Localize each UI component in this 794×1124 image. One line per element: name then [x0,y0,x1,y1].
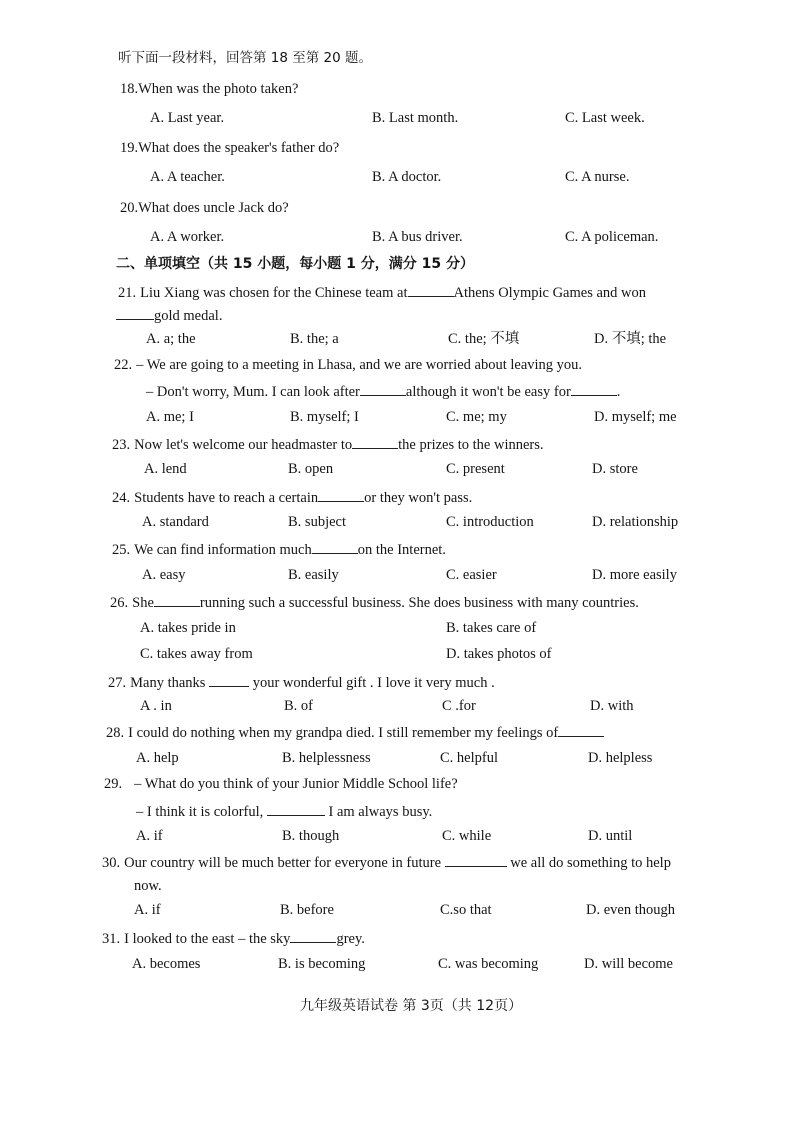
answer-blank [154,594,200,607]
q24-option-c: C. introduction [446,514,534,530]
q28-option-c: C. helpful [440,750,498,766]
question-21-continued: gold medal. [116,307,222,324]
question-29-continued: – I think it is colorful, I am always busy. [136,804,433,820]
question-22-continued: – Don't worry, Mum. I can look after although it won't be easy for . [146,384,621,400]
q21-option-b: B. the; a [290,331,339,347]
listening-intro: 听下面一段材料，回答第 18 至第 20 题。 [118,50,373,66]
q29-option-c: C. while [442,828,492,844]
q27-option-a: A . in [140,698,172,714]
question-stem: When was the photo taken? [138,81,299,97]
question-number: 18. [120,81,139,97]
q25-option-a: A. easy [142,567,186,583]
question-number: 31. [102,931,121,947]
q22-option-b: B. myself; I [290,409,359,425]
question-23: 23. Now let's welcome our headmaster to the prizes to the winners. [112,437,544,453]
q30-option-b: B. before [280,902,334,918]
q22-option-a: A. me; I [146,409,194,425]
question-number: 19. [120,140,139,156]
q25-option-d: D. more easily [592,567,677,583]
answer-blank [352,436,398,449]
q30-option-d: D. even though [586,902,675,918]
q20-option-b: B. A bus driver. [372,229,463,245]
q30-option-c: C.so that [440,902,492,918]
q20-option-c: C. A policeman. [565,229,659,245]
q29-option-d: D. until [588,828,633,844]
q19-option-b: B. A doctor. [372,169,442,185]
question-31: 31. I looked to the east – the sky grey. [102,931,365,947]
question-number: 23. [112,437,131,453]
question-28: 28. I could do nothing when my grandpa died. I still remember my feelings of [106,724,604,741]
q24-option-b: B. subject [288,514,346,530]
question-number: 27. [108,675,127,691]
q20-option-a: A. A worker. [150,229,225,245]
q22-option-d: D. myself; me [594,409,677,425]
q29-option-b: B. though [282,828,340,844]
q22-option-c: C. me; my [446,409,507,425]
question-27: 27. Many thanks your wonderful gift . I love it very much . [108,675,495,691]
q27-option-b: B. of [284,698,313,714]
question-26: 26. She running such a successful business. She does business with many countries. [110,595,639,611]
q23-option-c: C. present [446,461,505,477]
question-number: 21. [118,285,137,301]
q26-option-d: D. takes photos of [446,646,552,662]
q24-option-d: D. relationship [592,514,679,530]
question-stem: What does the speaker's father do? [138,140,340,156]
question-24: 24. Students have to reach a certain or they won't pass. [112,490,473,506]
answer-blank [558,724,604,737]
question-number: 22. [114,357,133,373]
q27-option-d: D. with [590,698,634,714]
q19-option-a: A. A teacher. [150,169,225,185]
q25-option-b: B. easily [288,567,339,583]
question-18 [120,82,298,97]
question-25: 25. We can find information much on the Internet. [112,542,446,558]
q31-option-b: B. is becoming [278,956,366,972]
q19-option-c: C. A nurse. [565,169,630,185]
q26-option-c: C. takes away from [140,646,253,662]
section-heading: 二、单项填空（共 15 小题，每小题 1 分，满分 15 分） [116,256,474,272]
question-30-continued: now. [134,878,162,894]
q25-option-c: C. easier [446,567,497,583]
page-footer: 九年级英语试卷 第 3页（共 12页） [300,998,523,1014]
q21-option-a: A. a; the [146,331,196,347]
question-19 [120,141,339,156]
q28-option-a: A. help [136,750,179,766]
q26-option-a: A. takes pride in [140,620,236,636]
answer-blank [318,489,364,502]
q31-option-d: D. will become [584,956,673,972]
answer-blank [312,541,358,554]
answer-blank [267,803,325,816]
question-number: 20. [120,200,139,216]
q31-option-a: A. becomes [132,956,201,972]
answer-blank [116,307,154,320]
question-stem: What does uncle Jack do? [138,200,289,216]
question-22: 22. – We are going to a meeting in Lhasa, and we are worried about leaving you. [114,357,583,373]
q21-option-c: C. the; 不填 [448,331,520,347]
q21-option-d: D. 不填; the [594,331,667,347]
q29-option-a: A. if [136,828,163,844]
question-number: 26. [110,595,129,611]
question-number: 29. [104,776,123,792]
question-29: 29. – What do you think of your Junior Middle School life? [104,776,458,792]
question-number: 24. [112,490,131,506]
answer-blank [571,383,617,396]
q30-option-a: A. if [134,902,161,918]
q27-option-c: C .for [442,698,476,714]
question-20 [120,201,289,216]
q28-option-b: B. helplessness [282,750,371,766]
answer-blank [360,383,406,396]
q28-option-d: D. helpless [588,750,653,766]
q31-option-c: C. was becoming [438,956,539,972]
question-21: 21. Liu Xiang was chosen for the Chinese team at Athens Olympic Games and won [118,285,646,301]
q23-option-a: A. lend [144,461,187,477]
q18-option-c: C. Last week. [565,110,645,126]
q24-option-a: A. standard [142,514,209,530]
question-number: 28. [106,725,125,741]
question-number: 25. [112,542,131,558]
question-number: 30. [102,855,121,871]
q26-option-b: B. takes care of [446,620,537,636]
answer-blank [209,674,249,687]
q18-option-a: A. Last year. [150,110,225,126]
answer-blank [445,854,507,867]
q23-option-d: D. store [592,461,638,477]
question-30: 30. Our country will be much better for everyone in future we all do something to help [102,855,671,871]
q18-option-b: B. Last month. [372,110,459,126]
answer-blank [290,930,336,943]
answer-blank [408,284,454,297]
q23-option-b: B. open [288,461,334,477]
